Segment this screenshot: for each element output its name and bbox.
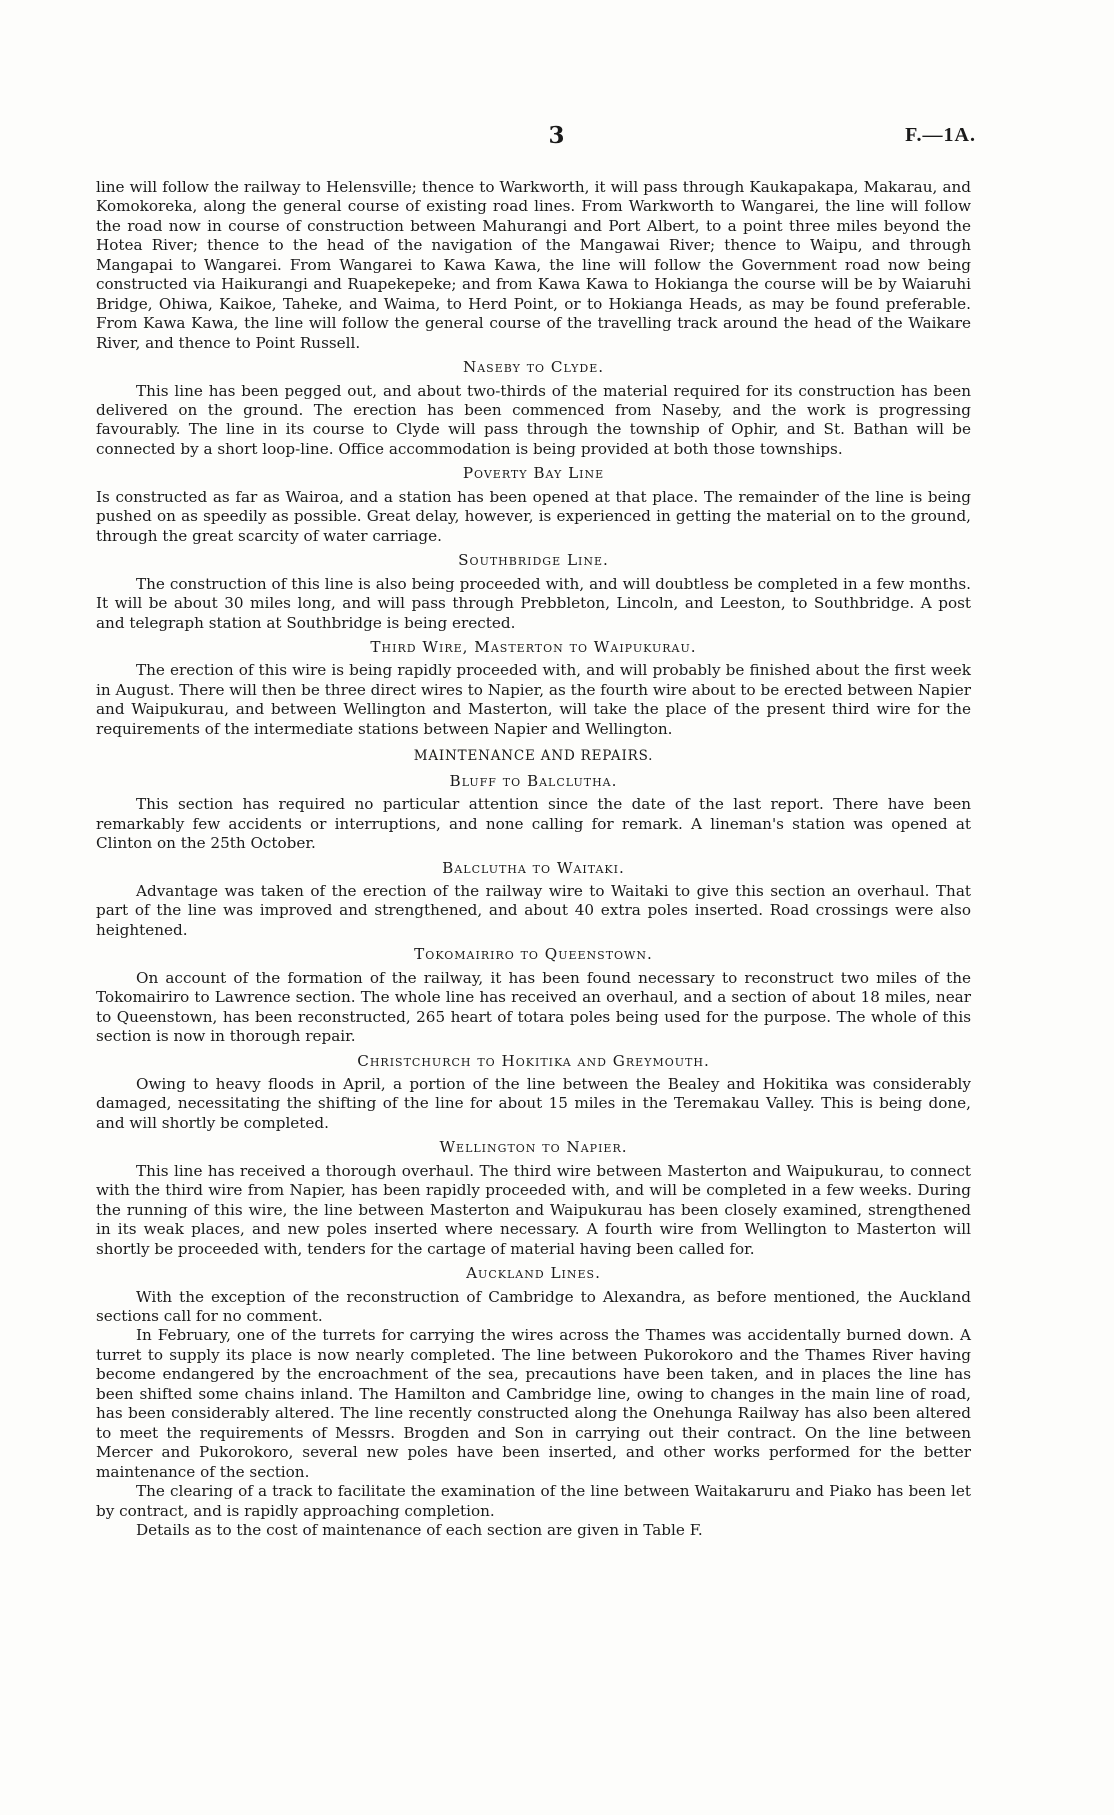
paragraph: The clearing of a track to facilitate the examination of the line between Waitakaruru and Piako has been let by contract, and is rapidly approaching completion. [96,1482,971,1520]
section-heading: Christchurch to Hokitika and Greymouth. [357,1051,710,1070]
section-third-wire [96,638,971,739]
paragraph: The erection of this wire is being rapidly proceeded with, and will probably be finished about the first week in August. There will then be three direct wires to Napier, as the fourth wire about to be erected between Napier and Waipukurau, and between Wellington and Masterton, will take the place of the present third wire for the requirements of the intermediate stations between Napier and Wellington. [96,661,971,738]
section-naseby-to-clyde [96,358,971,459]
section-southbridge-line [96,551,971,633]
section-balclutha-to-waitaki [96,859,971,941]
section-heading: Third Wire, Masterton to Waipukurau. [370,637,697,656]
paragraph: Is constructed as far as Wairoa, and a station has been opened at that place. The remainder of the line is being pushed on as speedily as possible. Great delay, however, is experienced in getting the material on to the ground, through the great scarcity of water carriage. [96,487,971,545]
paragraph: Advantage was taken of the erection of the railway wire to Waitaki to give this section an overhaul. That part of the line was improved and strengthened, and about 40 extra poles inserted. Road crossings were also heightened. [96,881,971,939]
paragraph: In February, one of the turrets for carrying the wires across the Thames was accidentally burned down. A turret to supply its place is now nearly completed. The line between Pukorokoro and the Thames River having become endangered by the encroachment of the sea, precautions have been taken, and in places the line has been shifted some chains inland. The Hamilton and Cambridge line, owing to changes in the main line of road, has been considerably altered. The line recently constructed along the Onehunga Railway has also been altered to meet the requirements of Messrs. Brogden and Son in carrying out their contract. On the line between Mercer and Pukorokoro, several new poles have been inserted, and other works performed for the better maintenance of the section. [96,1326,971,1481]
section-christchurch-to-hokitika [96,1052,971,1134]
paragraph: Details as to the cost of maintenance of each section are given in Table F. [136,1521,703,1539]
paragraph: This line has been pegged out, and about two-thirds of the material required for its construction has been delivered on the ground. The erection has been commenced from Naseby, and the work is progressing favourably. The line in its course to Clyde will pass through the township of Ophir, and St. Bathan will be connected by a short loop-line. Office accommodation is being provided at both those townships. [96,381,971,458]
opening-paragraph: line will follow the railway to Helensville; thence to Warkworth, it will pass through Kaukapakapa, Makarau, and Komokoreka, along the general course of existing road lines. From Warkworth to Wangarei, the line will follow the road now in course of construction between Mahurangi and Port Albert, to a point three miles beyond the Hotea River; thence to the head of the navigation of the Mangawai River; thence to Waipu, and through Mangapai to Wangarei. From Wangarei to Kawa Kawa, the line will follow the Government road now being constructed via Haikurangi and Ruapekepeke; and from Kawa Kawa to Hokianga the course will be by Waiaruhi Bridge, Ohiwa, Kaikoe, Taheke, and Waima, to Herd Point, or to Hokianga Heads, as may be found preferable. From Kawa Kawa, the line will follow the general course of the travelling track around the head of the Waikare River, and thence to Point Russell. [96,178,971,352]
section-wellington-to-napier [96,1138,971,1259]
section-heading: Wellington to Napier. [439,1138,628,1157]
major-heading: MAINTENANCE AND REPAIRS. [413,748,654,765]
section-heading: Naseby to Clyde. [462,358,605,377]
page-number: 3 [548,122,566,149]
section-heading: Poverty Bay Line [462,464,605,483]
document-reference: F.—1A. [905,124,976,146]
section-heading: Southbridge Line. [458,551,609,570]
section-heading: Balclutha to Waitaki. [442,858,625,877]
paragraph: On account of the formation of the railway, it has been found necessary to reconstruct two miles of the Tokomairiro to Lawrence section. The whole line has received an overhaul, and a section of about 18 miles, near to Queenstown, has been reconstructed, 265 heart of totara poles being used for the purpose. The whole of this section is now in thorough repair. [96,968,971,1046]
section-tokomairiro-to-queenstown [96,945,971,1046]
paragraph: Owing to heavy floods in April, a portion of the line between the Bealey and Hokitika was considerably damaged, necessitating the shifting of the line for about 15 miles in the Teremakau Valley. This is being done, and will shortly be completed. [96,1075,971,1132]
section-heading: Tokomairiro to Queenstown. [414,945,653,964]
paragraph: This line has received a thorough overhaul. The third wire between Masterton and Waipukurau, to connect with the third wire from Napier, has been rapidly proceeded with, and will be completed in a few weeks. During the running of this wire, the line between Masterton and Waipukurau has been closely examined, strengthened in its weak places, and new poles inserted where necessary. A fourth wire from Wellington to Masterton will shortly be proceeded with, tenders for the cartage of material having been called for. [96,1161,971,1258]
document-body [96,178,971,1540]
paragraph: With the exception of the reconstruction of Cambridge to Alexandra, as before mentioned, the Auckland sections call for no comment. [96,1287,971,1326]
section-heading: Auckland Lines. [466,1264,601,1283]
section-auckland-lines [96,1264,971,1540]
section-heading: Bluff to Balclutha. [449,771,618,790]
section-poverty-bay-line [96,464,971,546]
paragraph: This section has required no particular attention since the date of the last report. There have been remarkably few accidents or interruptions, and none calling for remark. A lineman's station was opened at Clinton on the 25th October. [96,795,971,853]
paragraph: The construction of this line is also being proceeded with, and will doubtless be completed in a few months. It will be about 30 miles long, and will pass through Prebbleton, Lincoln, and Leeston, to Southbridge. A post and telegraph station at Southbridge is being erected. [96,574,971,632]
section-bluff-to-balclutha [96,747,971,853]
